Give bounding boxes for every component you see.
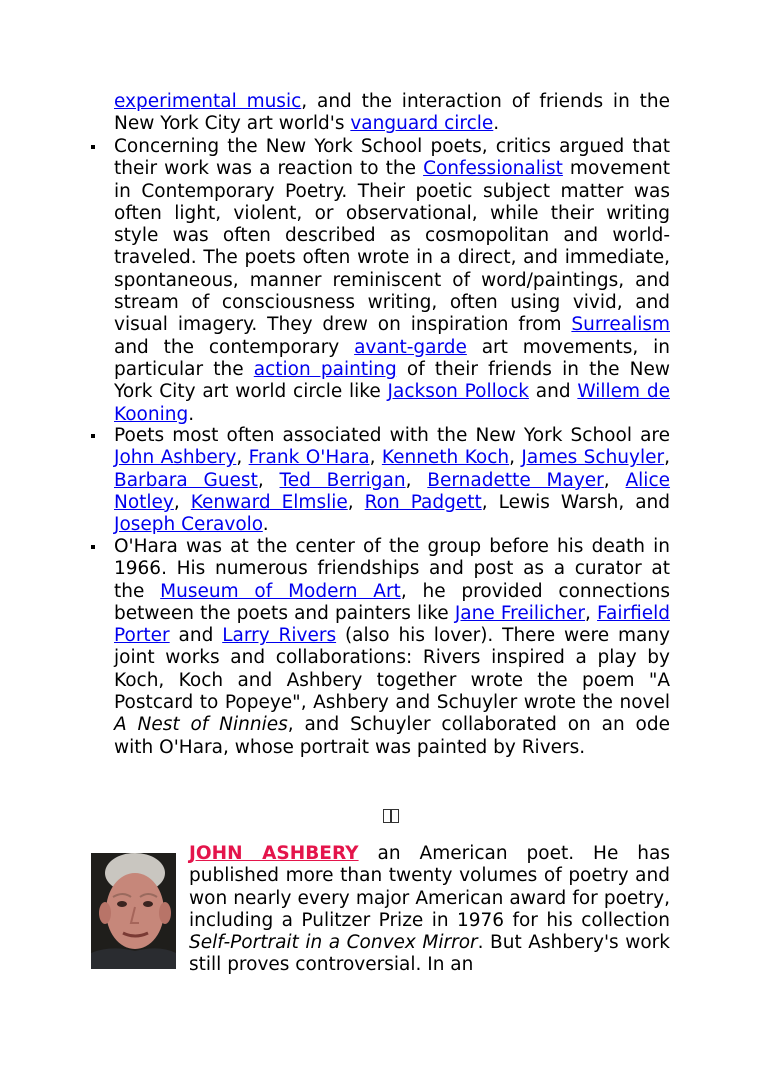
link-frank-ohara[interactable]: Frank O'Hara [248,447,370,469]
intro-paragraph-tail: experimental music, and the interaction of friends in the New York City art world's vanguard circle. [114,91,670,135]
link-confessionalist[interactable]: Confessionalist [423,158,563,180]
link-action-painting[interactable]: action painting [253,358,397,380]
link-kenward-elmslie[interactable]: Kenward Elmslie [190,491,348,513]
bullet-ohara-paragraph: O'Hara was at the center of the group before his death in 1966. His numerous friendships and post as a curator at the Museum of Modern Art, he provided connections between the poets and painters like Jane Freilicher, Fairfield Porter and Larry Rivers (also his lover). There were many joint works and collaborations: Rivers inspired a play by Koch, Koch and Ashbery together wrote the poem "A Postcard to Popeye", Ashbery and Schuyler wrote the novel A Nest of Ninnies, and Schuyler collaborated on an ode with O'Hara, whose portrait was painted by Rivers. [114,536,671,758]
link-surrealism[interactable]: Surrealism [571,314,670,336]
ashbery-paragraph: JOHN ASHBERY an American poet. He has published more than twenty volumes of poetry and won nearly every major American award for poetry, including a Pulitzer Prize in 1976 for his collection Self-Portrait in a Convex Mirror. But Ashbery's work still proves controversial. In an [189,843,670,976]
link-fairfield-porter[interactable]: Fairfield Porter [114,602,670,647]
link-ted-berrigan[interactable]: Ted Berrigan [279,469,406,491]
link-bernadette-mayer[interactable]: Bernadette Mayer [427,469,604,491]
portrait-photo [91,853,176,969]
bullet-poets-paragraph: Poets most often associated with the New York School are John Ashbery, Frank O'Hara, Kenneth Koch, James Schuyler, Barbara Guest, Ted Berrigan, Bernadette Mayer, Alice Notley, Kenward Elmslie, Ron Padgett, Lewis Warsh, and Joseph Ceravolo. [114,425,671,536]
bullet-critics-paragraph: Concerning the New York School poets, critics argued that their work was a reaction to the Confessionalist movement in Contemporary Poetry. Their poetic subject matter was often light, violent, or observational, while their writing style was often described as cosmopolitan and world-traveled. The poets often wrote in a direct, and immediate, spontaneous, manner reminiscent of word/paintings, and stream of consciousness writing, often using vivid, and visual imagery. They drew on inspiration from Surrealism and the contemporary avant-garde art movements, in particular the action painting of their friends in the New York City art world circle like Jackson Pollock and Willem de Kooning. [114,136,670,425]
link-experimental-music[interactable]: experimental music [114,91,302,112]
link-vanguard-circle[interactable]: vanguard circle [350,113,494,135]
link-joseph-ceravolo[interactable]: Joseph Ceravolo [114,514,263,536]
link-kenneth-koch[interactable]: Kenneth Koch [381,447,510,469]
missing-glyph-icon [383,807,399,825]
link-barbara-guest[interactable]: Barbara Guest [114,469,258,491]
link-john-ashbery-heading[interactable]: JOHN ASHBERY [189,843,359,864]
link-alice-notley[interactable]: Alice Notley [114,469,671,513]
link-avant-garde[interactable]: avant-garde [354,336,467,358]
link-ron-padgett[interactable]: Ron Padgett [364,491,482,513]
link-larry-rivers[interactable]: Larry Rivers [222,625,337,647]
link-james-schuyler[interactable]: James Schuyler [521,447,665,469]
link-museum-of-modern-art[interactable]: Museum of Modern Art [160,580,401,602]
link-jackson-pollock[interactable]: Jackson Pollock [387,381,529,403]
link-willem-de-kooning[interactable]: Willem de Kooning [114,381,670,425]
link-john-ashbery[interactable]: John Ashbery [114,447,237,469]
link-jane-freilicher[interactable]: Jane Freilicher [454,602,586,624]
